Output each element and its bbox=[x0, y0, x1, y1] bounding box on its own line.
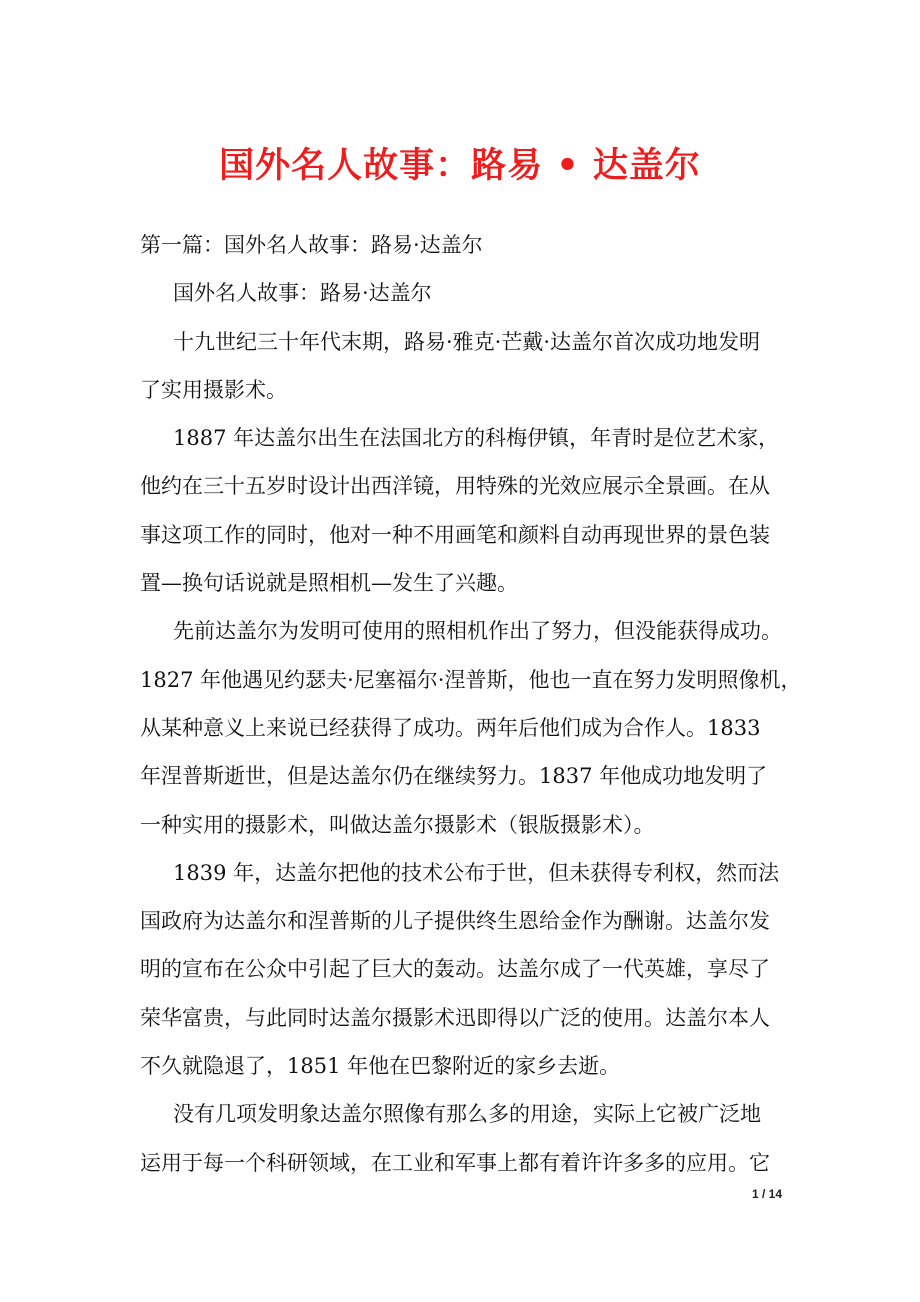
paragraph-line: 运用于每一个科研领域，在工业和军事上都有着许许多多的应用。它 bbox=[140, 1150, 770, 1175]
paragraph-line: 明的宣布在公众中引起了巨大的轰动。达盖尔成了一代英雄，享尽了 bbox=[140, 957, 770, 982]
paragraph-line: 从某种意义上来说已经获得了成功。两年后他们成为合作人。1833 bbox=[140, 715, 761, 740]
paragraph-line: 第一篇：国外名人故事：路易·达盖尔 bbox=[140, 233, 483, 257]
paragraph-line: 没有几项发明象达盖尔照像有那么多的用途，实际上它被广泛地 bbox=[173, 1102, 761, 1127]
paragraph-line: 不久就隐退了，1851 年他在巴黎附近的家乡去逝。 bbox=[140, 1054, 621, 1079]
page-number: 1 / 14 bbox=[751, 1187, 782, 1201]
document-body bbox=[140, 221, 802, 1187]
paragraph-line: 了实用摄影术。 bbox=[140, 377, 287, 402]
paragraph-line: 先前达盖尔为发明可使用的照相机作出了努力，但没能获得成功。 bbox=[173, 619, 782, 644]
paragraph-line: 事这项工作的同时，他对一种不用画笔和颜料自动再现世界的景色装 bbox=[140, 522, 770, 547]
paragraph-line: 1839 年，达盖尔把他的技术公布于世，但未获得专利权，然而法 bbox=[173, 860, 780, 885]
paragraph-line: 荣华富贵，与此同时达盖尔摄影术迅即得以广泛的使用。达盖尔本人 bbox=[140, 1005, 770, 1030]
paragraph-line: 年涅普斯逝世，但是达盖尔仍在继续努力。1837 年他成功地发明了 bbox=[140, 764, 768, 789]
paragraph-line: 国外名人故事：路易·达盖尔 bbox=[173, 281, 432, 306]
paragraph-line: 国政府为达盖尔和涅普斯的儿子提供终生恩给金作为酬谢。达盖尔发 bbox=[140, 909, 770, 934]
paragraph-line: 1827 年他遇见约瑟夫·尼塞福尔·涅普斯，他也一直在努力发明照像机， bbox=[140, 667, 802, 692]
paragraph-line: 一种实用的摄影术，叫做达盖尔摄影术（银版摄影术）。 bbox=[140, 812, 655, 837]
paragraph-line: 他约在三十五岁时设计出西洋镜，用特殊的光效应展示全景画。在从 bbox=[140, 474, 770, 499]
paragraph-line: 1887 年达盖尔出生在法国北方的科梅伊镇，年青时是位艺术家， bbox=[173, 426, 780, 451]
document-title: 国外名人故事：路易 • 达盖尔 bbox=[219, 145, 701, 186]
paragraph-line: 十九世纪三十年代末期，路易·雅克·芒戴·达盖尔首次成功地发明 bbox=[173, 329, 761, 354]
paragraph-line: 置—换句话说就是照相机—发生了兴趣。 bbox=[140, 571, 518, 596]
